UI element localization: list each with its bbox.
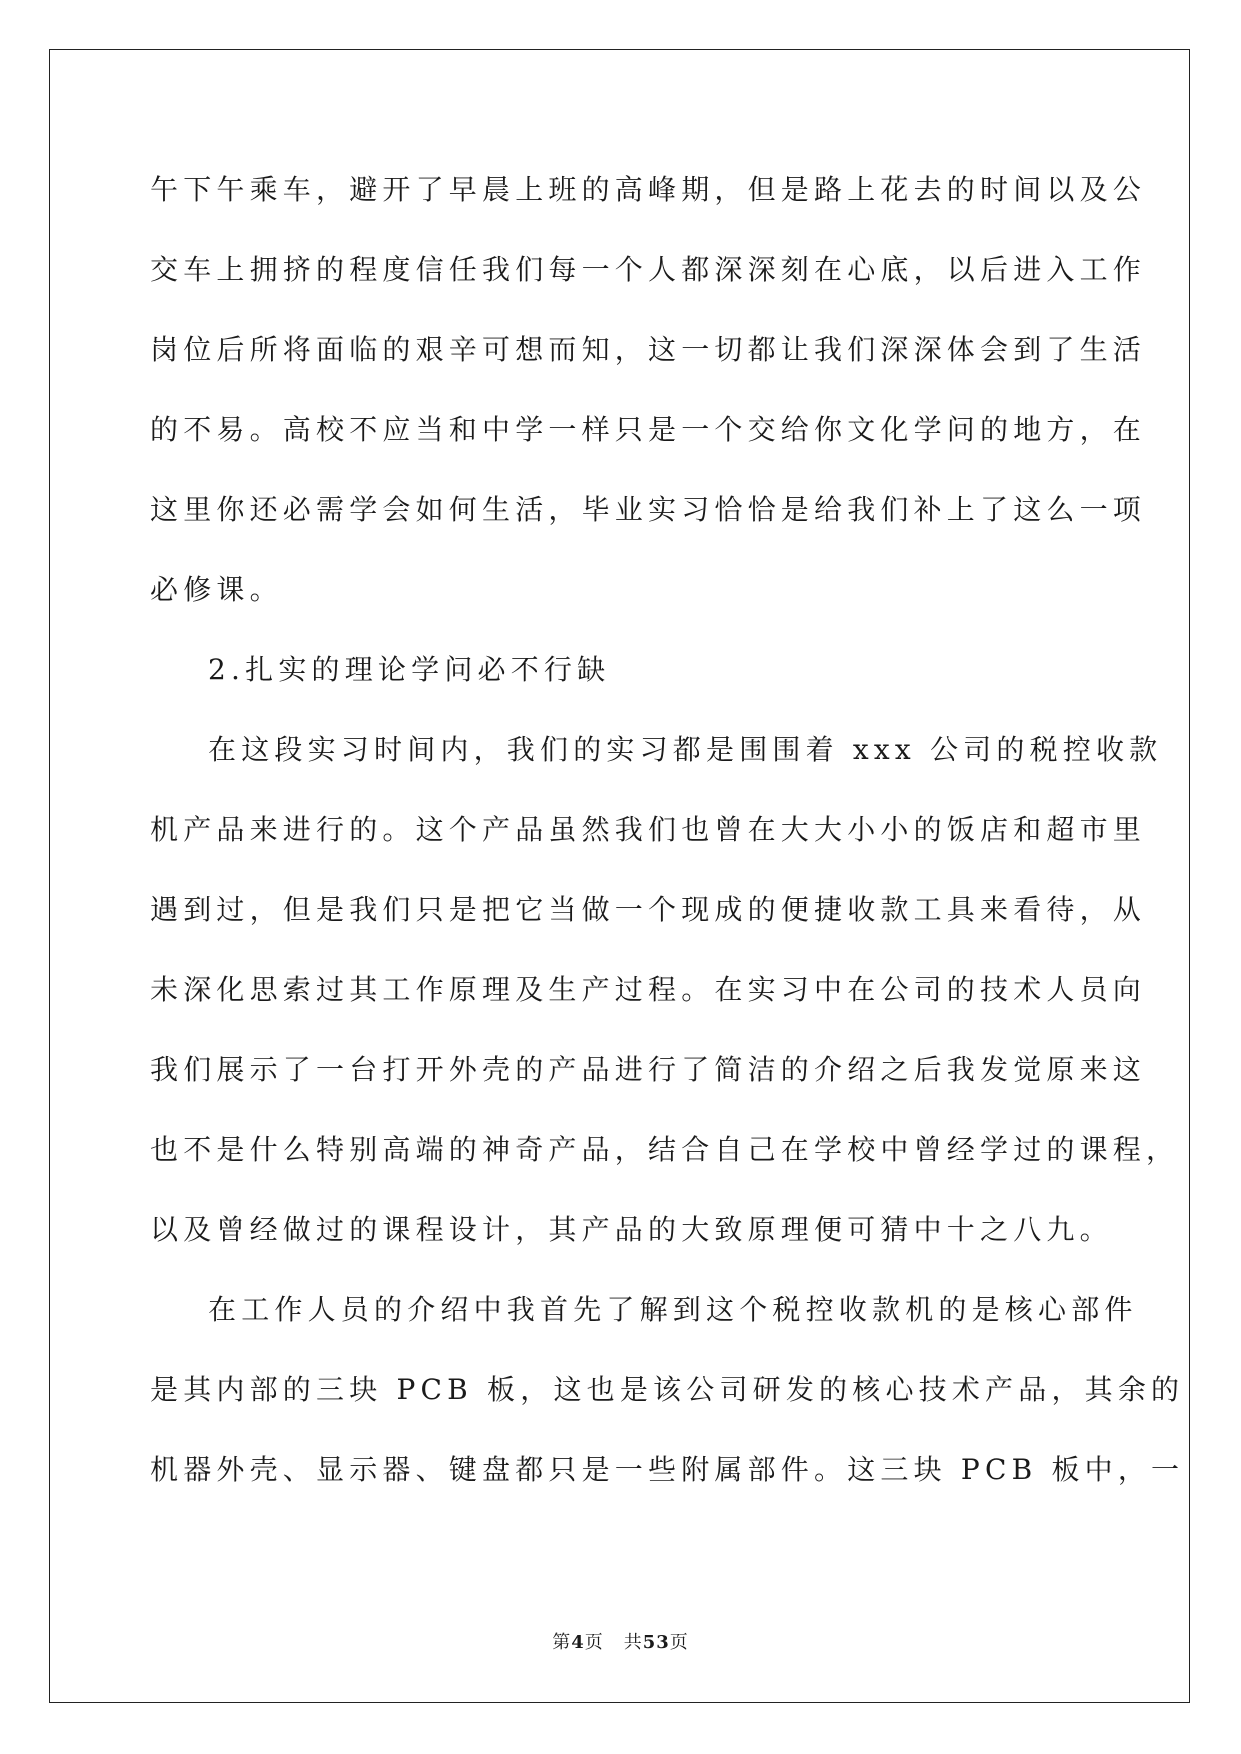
- page-suffix: 页: [584, 1632, 604, 1653]
- text-line: 遇到过，但是我们只是把它当做一个现成的便捷收款工具来看待，从: [150, 893, 1147, 926]
- page-number: 4: [571, 1632, 585, 1653]
- text-line: 这里你还必需学会如何生活，毕业实习恰恰是给我们补上了这么一项: [150, 493, 1147, 526]
- page-footer: [0, 1628, 1241, 1654]
- text-line: 也不是什么特别高端的神奇产品，结合自己在学校中曾经学过的课程，: [150, 1133, 1180, 1166]
- text-line: 在这段实习时间内，我们的实习都是围围着 xxx 公司的税控收款: [208, 733, 1163, 766]
- total-prefix: 共: [623, 1632, 643, 1653]
- text-line: 机产品来进行的。这个产品虽然我们也曾在大大小小的饭店和超市里: [150, 813, 1147, 846]
- text-line: 未深化思索过其工作原理及生产过程。在实习中在公司的技术人员向: [150, 973, 1147, 1006]
- text-line: 岗位后所将面临的艰辛可想而知，这一切都让我们深深体会到了生活: [150, 333, 1147, 366]
- text-line: 的不易。高校不应当和中学一样只是一个交给你文化学问的地方，在: [150, 413, 1147, 446]
- text-line: 以及曾经做过的课程设计，其产品的大致原理便可猜中十之八九。: [150, 1213, 1113, 1246]
- text-line: 在工作人员的介绍中我首先了解到这个税控收款机的是核心部件: [208, 1293, 1138, 1326]
- total-suffix: 页: [669, 1632, 689, 1653]
- text-line: 2.扎实的理论学问必不行缺: [208, 653, 611, 686]
- text-line: 必修课。: [150, 573, 283, 606]
- document-body: [150, 150, 1185, 1510]
- total-pages: 53: [642, 1632, 670, 1653]
- page-prefix: 第: [552, 1632, 572, 1653]
- text-line: 我们展示了一台打开外壳的产品进行了简洁的介绍之后我发觉原来这: [150, 1053, 1147, 1086]
- text-line: 交车上拥挤的程度信任我们每一个人都深深刻在心底，以后进入工作: [150, 253, 1147, 286]
- text-line: 机器外壳、显示器、键盘都只是一些附属部件。这三块 PCB 板中，一: [150, 1453, 1185, 1486]
- text-line: 是其内部的三块 PCB 板，这也是该公司研发的核心技术产品，其余的: [150, 1373, 1185, 1406]
- text-line: 午下午乘车，避开了早晨上班的高峰期，但是路上花去的时间以及公: [150, 173, 1147, 206]
